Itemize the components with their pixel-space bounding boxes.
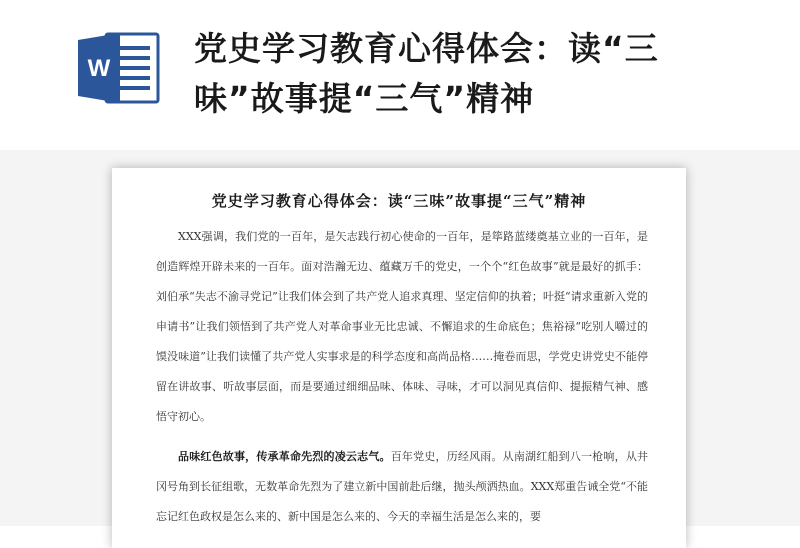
svg-text:W: W — [87, 55, 111, 82]
document-paragraph-2 — [156, 442, 648, 532]
document-paragraph-1: XXX强调，我们党的一百年，是矢志践行初心使命的一百年，是筚路蓝缕奠基立业的一百年，是创造辉煌开辟未来的一百年。面对浩瀚无边、蕴藏万千的党史，一个个“红色故事”就是最好的抓手：刘伯承“失志不渝寻党记”让我们体会到了共产党人追求真理、坚定信仰的执着；叶挺“请求重新入党的申请书”让我们领悟到了共产党人对革命事业无比忠诚、不懈追求的生命底色；焦裕禄“吃别人嚼过的馍没味道”让我们读懂了共产党人实事求是的科学态度和高尚品格……掩卷而思，学党史讲党史不能停留在讲故事、听故事层面，而是要通过细细品味、体味、寻味，才可以洞见真信仰、提振精气神、感悟守初心。 — [156, 230, 648, 423]
header-title: 党史学习教育心得体会：读“三味”故事提“三气”精神 — [194, 29, 659, 118]
document-title: 党史学习教育心得体会：读“三味”故事提“三气”精神 — [211, 192, 587, 210]
paragraph-2-body: 百年党史，历经风雨。从南湖红船到八一枪响，从井冈号角到长征组歌，无数革命先烈为了建立新中国前赴后继，抛头颅洒热血。XXX郑重告诫全党“不能忘记红色政权是怎么来的、新中国是怎么来的、今天的幸福生活是怎么来的，要 — [156, 450, 649, 523]
header-band — [0, 0, 800, 150]
word-doc-icon — [76, 30, 164, 106]
document-page — [112, 168, 686, 548]
paragraph-2-lead: 品味红色故事，传承革命先烈的凌云志气。 — [178, 450, 391, 463]
